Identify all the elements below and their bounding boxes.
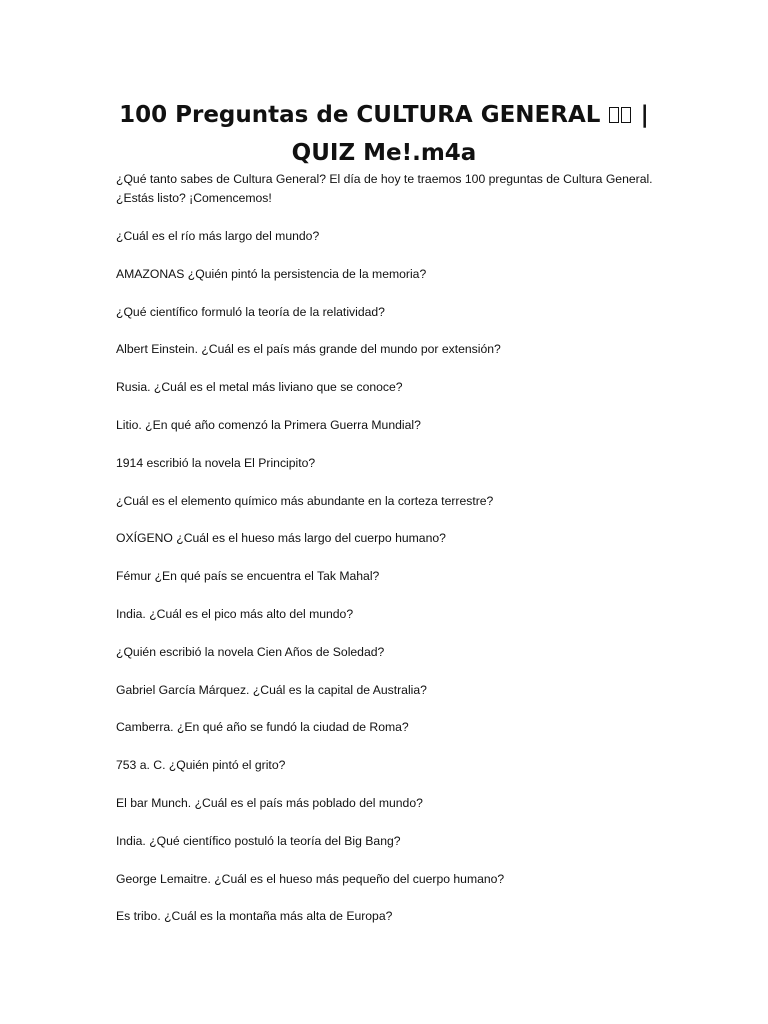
question-item: Camberra. ¿En qué año se fundó la ciudad de Roma? — [116, 720, 409, 735]
intro-line: ¿Estás listo? ¡Comencemos! — [116, 191, 272, 205]
question-item: Rusia. ¿Cuál es el metal más liviano que se conoce? — [116, 380, 403, 395]
question-item: Litio. ¿En qué año comenzó la Primera Guerra Mundial? — [116, 417, 421, 432]
missing-glyph-icon — [621, 107, 631, 123]
title-text: 100 Preguntas de CULTURA GENERAL — [119, 102, 601, 128]
question-item: India. ¿Cuál es el pico más alto del mundo? — [116, 606, 354, 621]
question-item: El bar Munch. ¿Cuál es el país más poblado del mundo? — [116, 795, 423, 810]
title-suffix: | QUIZ Me!.m4a — [291, 102, 649, 166]
question-item: George Lemaitre. ¿Cuál es el hueso más pequeño del cuerpo humano? — [116, 871, 505, 886]
question-item: ¿Cuál es el río más largo del mundo? — [116, 229, 320, 243]
question-item: AMAZONAS ¿Quién pintó la persistencia de la memoria? — [116, 266, 427, 281]
question-item: OXÍGENO ¿Cuál es el hueso más largo del cuerpo humano? — [116, 531, 446, 546]
question-item: ¿Qué científico formuló la teoría de la relatividad? — [116, 304, 385, 319]
question-item: Fémur ¿En qué país se encuentra el Tak Mahal? — [116, 569, 380, 584]
question-item: ¿Cuál es el elemento químico más abundante en la corteza terrestre? — [116, 493, 494, 508]
intro-line: ¿Qué tanto sabes de Cultura General? El día de hoy te traemos 100 preguntas de Cultura General. — [116, 172, 653, 186]
missing-glyph-icon — [609, 107, 619, 123]
question-item: ¿Quién escribió la novela Cien Años de Soledad? — [116, 644, 385, 659]
question-item: Es tribo. ¿Cuál es la montaña más alta de Europa? — [116, 909, 393, 924]
question-item: 753 a. C. ¿Quién pintó el grito? — [116, 758, 286, 773]
question-item: 1914 escribió la novela El Principito? — [116, 455, 316, 470]
document-title — [100, 96, 668, 172]
question-item: Gabriel García Márquez. ¿Cuál es la capital de Australia? — [116, 682, 427, 697]
question-item: Albert Einstein. ¿Cuál es el país más grande del mundo por extensión? — [116, 342, 501, 357]
intro-paragraph — [116, 170, 676, 208]
question-item: India. ¿Qué científico postuló la teoría del Big Bang? — [116, 833, 401, 848]
question-list — [116, 227, 696, 945]
